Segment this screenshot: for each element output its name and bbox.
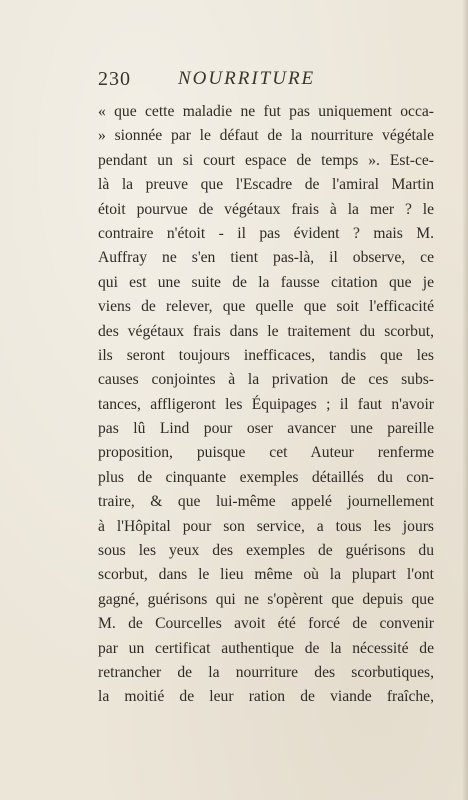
text-line: causes conjointes à la privation de ces subs- (98, 371, 434, 389)
text-line: Auffray ne s'en tient pas-là, il observe, ce (98, 249, 434, 267)
text-line: contraire n'étoit - il pas évident ? mais M. (98, 224, 434, 242)
page-header (98, 68, 398, 94)
text-line: là la preuve que l'Escadre de l'amiral Martin (98, 176, 434, 194)
text-line: M. de Courcelles avoit été forcé de convenir (98, 615, 434, 633)
text-line: gagné, guérisons qui ne s'opèrent que depuis que (98, 590, 434, 608)
page-edge-shadow (462, 0, 468, 800)
text-line: tances, affligeront les Équipages ; il faut n'avoir (98, 395, 434, 413)
text-line: ils seront toujours inefficaces, tandis que les (98, 346, 434, 364)
text-line: scorbut, dans le lieu même où la plupart l'ont (98, 566, 434, 584)
text-line: des végétaux frais dans le traitement du scorbut, (98, 322, 434, 340)
text-line: pendant un si court espace de temps ». Est-ce- (98, 151, 434, 169)
text-line: à l'Hôpital pour son service, a tous les jours (98, 517, 434, 535)
text-line: pas lû Lind pour oser avancer une pareille (98, 420, 434, 438)
text-line: viens de relever, que quelle que soit l'efficacité (98, 298, 434, 316)
text-line: » sionnée par le défaut de la nourriture végétale (98, 127, 434, 145)
text-line: la moitié de leur ration de viande fraîche, (98, 688, 434, 706)
page-number: 230 (98, 68, 131, 90)
running-head: NOURRITURE (178, 68, 316, 89)
text-line: traire, & que lui-même appelé journellement (98, 493, 434, 511)
text-line: étoit pourvue de végétaux frais à la mer ? le (98, 200, 434, 218)
text-line: qui est une suite de la fausse citation que je (98, 273, 434, 291)
text-line: par un certificat authentique de la nécessité de (98, 639, 434, 657)
text-line: proposition, puisque cet Auteur renferme (98, 444, 434, 462)
body-text (98, 100, 434, 710)
text-line: plus de cinquante exemples détaillés du con- (98, 468, 434, 486)
text-line: retrancher de la nourriture des scorbutiques, (98, 663, 434, 681)
text-line: « que cette maladie ne fut pas uniquement occa- (98, 103, 434, 120)
text-line: sous les yeux des exemples de guérisons du (98, 542, 434, 560)
